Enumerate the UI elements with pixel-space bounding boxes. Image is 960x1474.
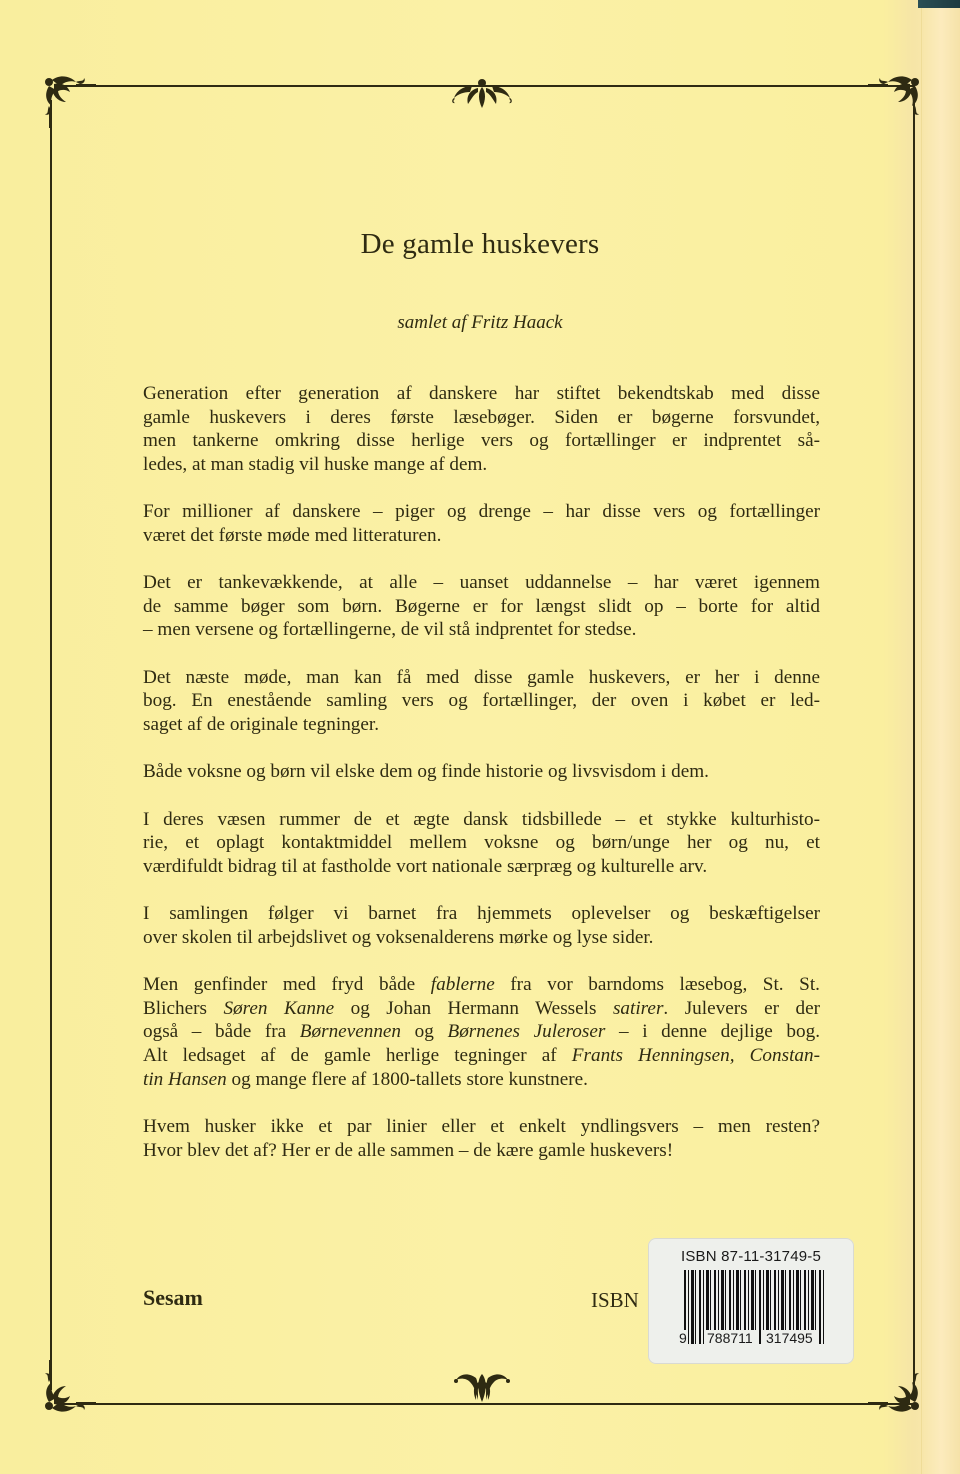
book-edge bbox=[921, 0, 960, 1474]
text-run: . Julevers er der bbox=[663, 997, 820, 1019]
blurb-paragraph bbox=[143, 902, 820, 949]
corner-flourish-icon bbox=[868, 72, 924, 128]
text-line: For millioner af danskere – piger og drenge – har disse vers og fortællinger bbox=[143, 501, 820, 523]
blurb-paragraph bbox=[143, 382, 820, 476]
blurb-paragraph-rich bbox=[143, 973, 820, 1091]
italic-title-run: satirer bbox=[612, 997, 664, 1019]
text-line: saget af de originale tegninger. bbox=[143, 713, 380, 735]
italic-title-run: tin Hansen bbox=[143, 1068, 227, 1090]
center-flourish-bottom-icon bbox=[452, 1368, 512, 1404]
barcode-digits bbox=[648, 1330, 854, 1350]
center-flourish-top-icon bbox=[446, 78, 518, 114]
blurb-paragraph bbox=[143, 500, 820, 547]
text-line: I deres væsen rummer de et ægte dansk tidsbillede – et stykke kulturhisto- bbox=[143, 808, 820, 830]
text-line: I samlingen følger vi barnet fra hjemmets oplevelser og beskæftigelser bbox=[143, 903, 820, 925]
text-line bbox=[143, 1068, 820, 1092]
text-line: over skolen til arbejdslivet og voksenalderens mørke og lyse sider. bbox=[143, 926, 654, 948]
book-subtitle-author: samlet af Fritz Haack bbox=[397, 312, 563, 333]
text-line bbox=[143, 997, 820, 1021]
text-line bbox=[143, 973, 820, 997]
corner-flourish-icon bbox=[40, 72, 96, 128]
italic-title-run: Børnenes Juleroser bbox=[447, 1021, 606, 1043]
book-edge-top-shadow bbox=[918, 0, 960, 8]
text-line bbox=[143, 1044, 820, 1068]
text-line: Generation efter generation af danskere har stiftet bekendtskab med disse bbox=[143, 383, 820, 404]
italic-title-run: fablerne bbox=[430, 974, 495, 996]
text-line: de samme bøger som børn. Bøgerne er for længst slidt op – borte for altid bbox=[143, 595, 820, 617]
text-line: Både voksne og børn vil elske dem og finde historie og livsvisdom i dem. bbox=[143, 761, 709, 783]
barcode-sticker bbox=[648, 1238, 854, 1364]
text-line: men tankerne omkring disse herlige vers og fortællinger er indprentet så- bbox=[143, 430, 820, 452]
text-run: og Johan Hermann Wessels bbox=[334, 997, 613, 1019]
italic-title-run: Børnevennen bbox=[299, 1021, 402, 1043]
text-line: – men versene og fortællingerne, de vil stå indprentet for stedse. bbox=[143, 619, 637, 641]
text-run: også – både fra bbox=[143, 1021, 300, 1043]
text-line: bog. En enestående samling vers og fortællinger, der oven i købet er led- bbox=[143, 690, 820, 712]
barcode-digits-left: 788711 bbox=[704, 1330, 756, 1346]
barcode-digit-first: 9 bbox=[679, 1330, 687, 1346]
blurb-paragraph bbox=[143, 571, 820, 642]
blurb-paragraph bbox=[143, 666, 820, 737]
sticker-isbn-number: ISBN 87-11-31749-5 bbox=[680, 1248, 822, 1265]
frame-border-right bbox=[913, 100, 915, 1390]
blurb-paragraph bbox=[143, 1115, 820, 1162]
barcode-digits-right: 317495 bbox=[763, 1330, 816, 1346]
text-run: – i denne dejlige bog. bbox=[605, 1021, 821, 1043]
corner-flourish-icon bbox=[868, 1360, 924, 1416]
blurb-text bbox=[143, 382, 820, 1186]
text-line: rie, et oplagt kontaktmiddel mellem voksne og børn/unge her og nu, et bbox=[143, 832, 820, 854]
text-line: Hvem husker ikke et par linier eller et enkelt yndlingsvers – men resten? bbox=[143, 1116, 820, 1138]
text-run: fra vor barndoms læsebog, St. St. bbox=[494, 974, 820, 996]
text-line: Hvor blev det af? Her er de alle sammen – de kære gamle huskevers! bbox=[143, 1139, 674, 1161]
text-line: Det er tankevækkende, at alle – uanset uddannelse – har været igennem bbox=[143, 572, 820, 594]
text-line: værdifuldt bidrag til at fastholde vort nationale særpræg og kulturelle arv. bbox=[143, 855, 708, 877]
corner-flourish-icon bbox=[40, 1360, 96, 1416]
blurb-paragraph bbox=[143, 760, 820, 784]
text-line: været det første møde med litteraturen. bbox=[143, 524, 442, 546]
frame-border-left bbox=[50, 100, 52, 1390]
italic-title-run: Frants Henningsen, Constan- bbox=[571, 1045, 820, 1067]
blurb-paragraph bbox=[143, 808, 820, 879]
text-line bbox=[143, 1020, 820, 1044]
text-run: Alt ledsaget af de gamle herlige tegninger af bbox=[143, 1045, 572, 1067]
text-run: Men genfinder med fryd både bbox=[143, 974, 431, 996]
text-run: Blichers bbox=[143, 997, 224, 1019]
text-line: Det næste møde, man kan få med disse gamle huskevers, er her i denne bbox=[143, 666, 820, 688]
text-line: ledes, at man stadig vil huske mange af dem. bbox=[143, 453, 488, 475]
publisher-name: Sesam bbox=[143, 1285, 203, 1310]
book-title: De gamle huskevers bbox=[360, 228, 600, 260]
text-run: og mange flere af 1800-tallets store kunstnere. bbox=[226, 1068, 588, 1090]
text-line: gamle huskevers i deres første læsebøger. Siden er bøgerne forsvundet, bbox=[143, 406, 820, 428]
isbn-label: ISBN bbox=[591, 1288, 639, 1312]
italic-title-run: Søren Kanne bbox=[223, 997, 335, 1019]
text-run: og bbox=[401, 1021, 448, 1043]
